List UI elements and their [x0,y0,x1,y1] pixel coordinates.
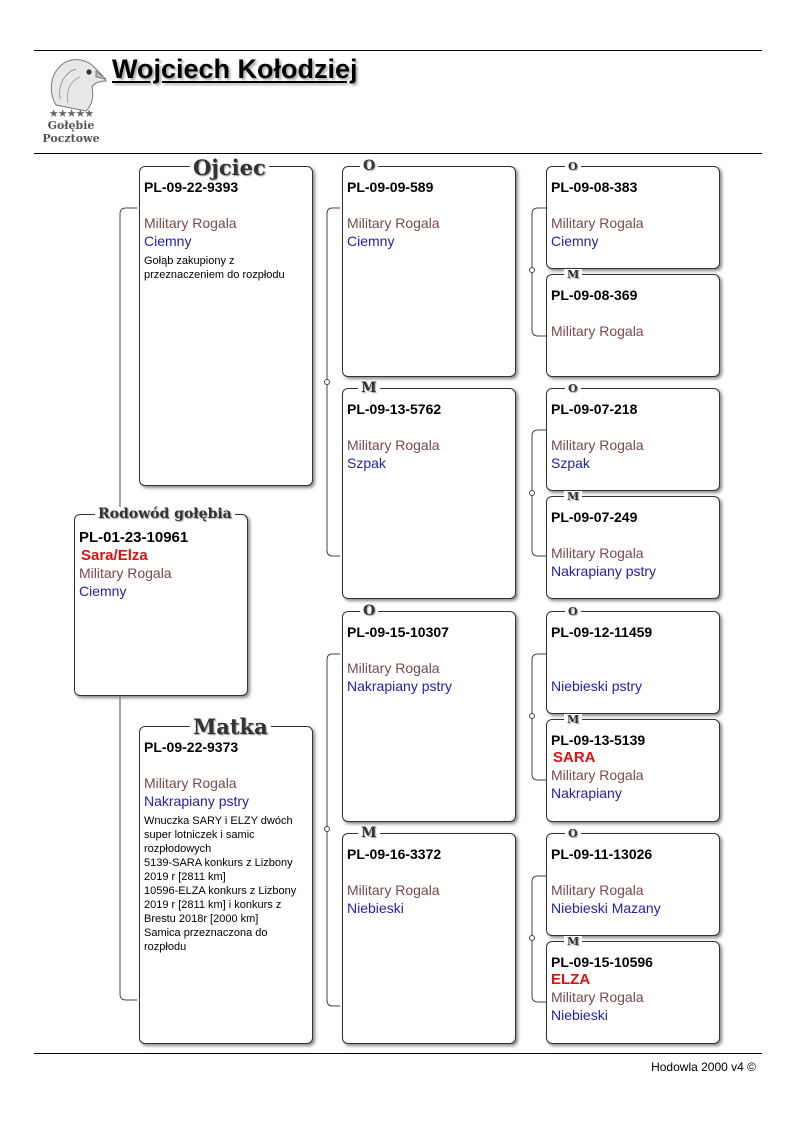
mmf-sex-label: O [565,828,581,839]
ring-number: PL-09-11-13026 [551,846,653,862]
ff-card [342,166,516,377]
strain: Military Rogala [144,215,237,231]
strain: Military Rogala [347,660,440,676]
ffm-sex-label: M [564,269,582,280]
pigeon-name: Sara/Elza [81,547,148,564]
color: Nakrapiany pstry [144,793,250,809]
mother-label: Matka [190,716,271,737]
strain: Military Rogala [79,565,172,581]
note: Gołąb zakupiony z przeznaczeniem do rozpłodu [144,255,285,281]
mmm-sex-label: M [564,936,582,947]
mf-sex-label: O [360,604,378,618]
color: Nakrapiany pstry [551,563,657,579]
color: Niebieski Mazany [551,900,661,916]
fmf-card [546,388,720,491]
color: Niebieski pstry [551,678,643,694]
mf-card [342,611,516,822]
fmf-sex-label: O [565,383,581,394]
header-rule [34,153,762,154]
ring-number: PL-09-07-249 [551,509,638,525]
color: Nakrapiany pstry [347,678,453,694]
mfm-card [546,719,720,822]
mfm-sex-label: M [564,714,582,725]
pedigree-subject-card [74,514,248,696]
ff-sex-label: O [360,159,378,173]
strain: Military Rogala [551,215,644,231]
pigeon-name: SARA [553,749,596,766]
logo-stars: ★★★★★ [48,108,94,120]
note: Wnuczka SARY i ELZY dwóch super lotniczek i samic rozpłodowych 5139-SARA konkurs z Lizbony 2019 r [2811 km] 10596-ELZA konkurs z Lizbony 2019 r [2811 km] i konkurs z Brestu 2018r [2000 km] Samica przeznaczona do rozpłodu [144,815,297,953]
fff-card [546,166,720,269]
color: Niebieski [551,1007,608,1023]
footer-rule [34,1053,762,1054]
mmf-card [546,833,720,936]
mff-card [546,611,720,714]
fmm-card [546,496,720,599]
strain: Military Rogala [551,437,644,453]
strain: Military Rogala [347,437,440,453]
mmm-card [546,941,720,1044]
mm-sex-label: M [358,826,380,840]
strain: Military Rogala [551,989,644,1005]
strain: Military Rogala [347,215,440,231]
color: Nakrapiany [551,785,622,801]
color: Ciemny [144,233,192,249]
logo-text-line1: Gołębie [47,119,95,132]
color: Szpak [551,455,590,471]
ring-number: PL-09-13-5139 [551,732,646,748]
ring-number: PL-09-08-369 [551,287,638,303]
color: Szpak [347,455,386,471]
pigeon-logo [34,55,108,147]
color: Ciemny [551,233,599,249]
ring-number: PL-01-23-10961 [79,529,189,546]
strain: Military Rogala [144,775,237,791]
top-rule [34,50,762,51]
mff-sex-label: O [565,606,581,617]
ring-number: PL-09-22-9373 [144,739,239,755]
logo-text-line2: Pocztowe [42,132,100,145]
color: Niebieski [347,900,404,916]
fmm-sex-label: M [564,491,582,502]
strain: Military Rogala [551,323,644,339]
strain: Military Rogala [347,882,440,898]
pigeon-name: ELZA [551,971,591,988]
ffm-card [546,274,720,377]
mm-card [342,833,516,1044]
ring-number: PL-09-12-11459 [551,624,653,640]
ring-number: PL-09-13-5762 [347,401,442,417]
color: Ciemny [79,583,127,599]
mother-card [139,726,313,1044]
ring-number: PL-09-22-9393 [144,179,239,195]
color: Ciemny [347,233,395,249]
fff-sex-label: O [565,161,581,172]
owner-name: Wojciech Kołodziej [112,54,358,84]
footer-credit: Hodowla 2000 v4 © [651,1060,756,1074]
ring-number: PL-09-08-383 [551,179,638,195]
ring-number: PL-09-15-10307 [347,624,449,640]
ring-number: PL-09-09-589 [347,179,434,195]
ring-number: PL-09-07-218 [551,401,638,417]
fm-sex-label: M [358,381,380,395]
pedigree-label: Rodowód gołębia [95,507,235,521]
strain: Military Rogala [551,882,644,898]
fm-card [342,388,516,599]
ring-number: PL-09-16-3372 [347,846,442,862]
strain: Military Rogala [551,767,644,783]
ring-number: PL-09-15-10596 [551,954,653,970]
father-card [139,166,313,486]
father-label: Ojciec [190,157,269,178]
strain: Military Rogala [551,545,644,561]
pigeon-head-icon [34,55,108,115]
